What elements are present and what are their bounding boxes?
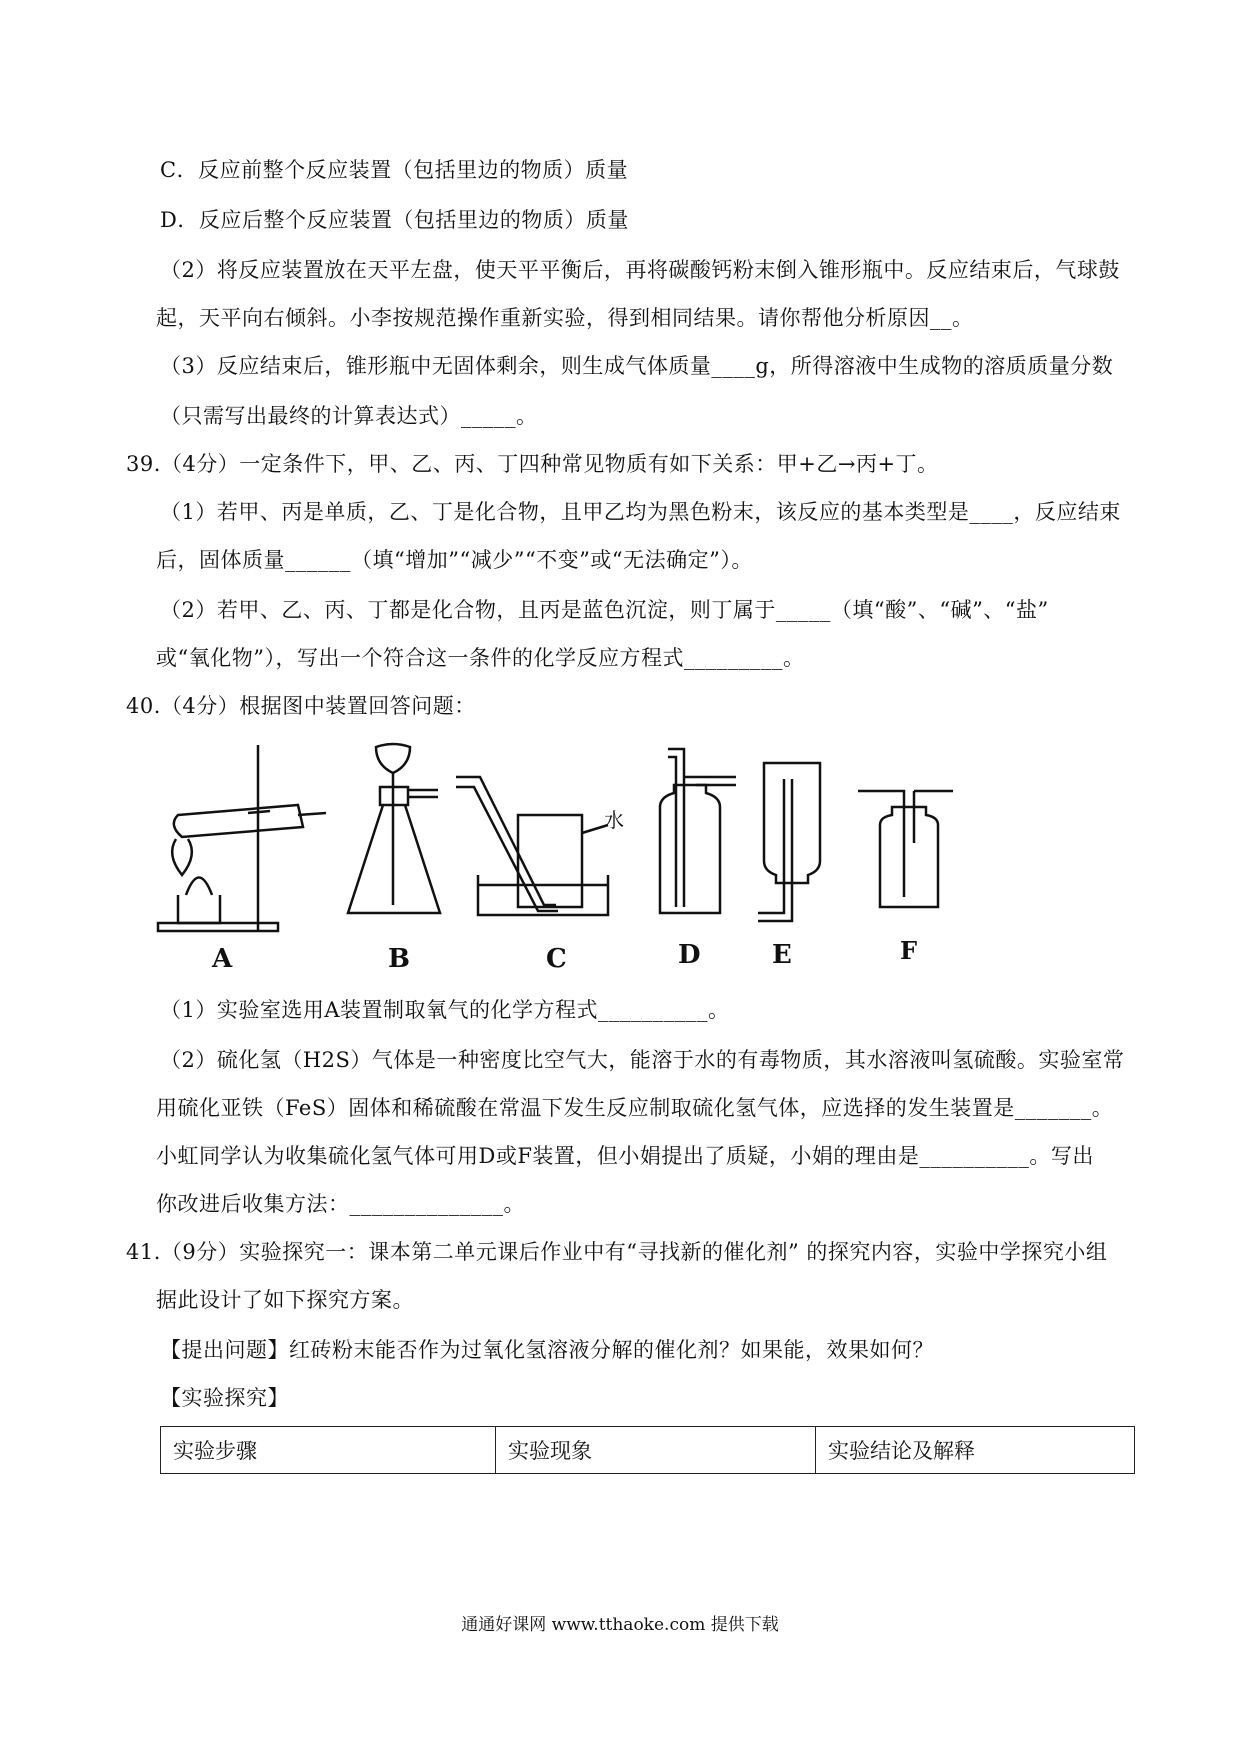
header-steps: 实验步骤 <box>161 1427 496 1474</box>
label-f: F <box>900 936 918 965</box>
q40-part2-line1: （2）硫化氢（H2S）气体是一种密度比空气大，能溶于水的有毒物质，其水溶液叫氢硫酸。实验室常 <box>160 1048 1125 1072</box>
q40-heading: 40.（4分）根据图中装置回答问题： <box>126 694 476 718</box>
header-phenomena: 实验现象 <box>496 1427 816 1474</box>
apparatus-f <box>858 791 953 907</box>
q39-part1-line1: （1）若甲、丙是单质，乙、丁是化合物，且甲乙均为黑色粉末，该反应的基本类型是____，反应结束 <box>160 500 1121 524</box>
q40-part2-line3: 小虹同学认为收集硫化氢气体可用D或F装置，但小娟提出了质疑，小娟的理由是__________。写出 <box>156 1144 1094 1168</box>
experiment-table <box>160 1426 1135 1474</box>
q41-explore-title: 【实验探究】 <box>160 1386 289 1410</box>
water-label: 水 <box>604 808 624 832</box>
label-a: A <box>212 944 233 974</box>
q41-heading-line1: 41.（9分）实验探究一：课本第二单元课后作业中有“寻找新的催化剂” 的探究内容，实验中学探究小组 <box>126 1240 1108 1264</box>
apparatus-c <box>456 777 608 915</box>
q38-option-c: C．反应前整个反应装置（包括里边的物质）质量 <box>160 158 629 182</box>
q39-part2-line2: 或“氧化物”），写出一个符合这一条件的化学反应方程式_________。 <box>156 646 805 670</box>
q38-option-d: D．反应后整个反应装置（包括里边的物质）质量 <box>160 208 629 232</box>
q39-part1-line2: 后，固体质量______（填“增加”“减少”“不变”或“无法确定”）。 <box>156 548 753 572</box>
apparatus-e <box>758 763 820 921</box>
q40-part1: （1）实验室选用A装置制取氧气的化学方程式__________。 <box>160 998 730 1022</box>
apparatus-figure <box>148 735 1008 975</box>
q38-part3-line2: （只需写出最终的计算表达式）_____。 <box>160 404 538 428</box>
q39-part2-line1: （2）若甲、乙、丙、丁都是化合物，且丙是蓝色沉淀，则丁属于_____（填“酸”、“碱”、“盐” <box>160 598 1049 622</box>
q40-part2-line2: 用硫化亚铁（FeS）固体和稀硫酸在常温下发生反应制取硫化氢气体，应选择的发生装置是_______。 <box>156 1096 1114 1120</box>
q39-heading: 39.（4分）一定条件下，甲、乙、丙、丁四种常见物质有如下关系：甲+乙→丙+丁。 <box>126 452 939 476</box>
header-conclusion: 实验结论及解释 <box>816 1427 1135 1474</box>
label-b: B <box>388 944 410 974</box>
q38-part2-line2: 起，天平向右倾斜。小李按规范操作重新实验，得到相同结果。请你帮他分析原因__。 <box>156 306 974 330</box>
q38-part3-line1: （3）反应结束后，锥形瓶中无固体剩余，则生成气体质量____g，所得溶液中生成物的溶质质量分数 <box>160 354 1114 378</box>
label-d: D <box>678 940 701 970</box>
apparatus-a <box>158 745 326 931</box>
page-footer: 通通好课网 www.tthaoke.com 提供下载 <box>461 1615 779 1635</box>
label-c: C <box>546 944 567 974</box>
apparatus-d <box>660 749 736 913</box>
table-header-row <box>161 1427 1135 1474</box>
q41-heading-line2: 据此设计了如下探究方案。 <box>156 1288 414 1312</box>
q40-part2-line4: 你改进后收集方法：______________。 <box>156 1192 525 1216</box>
q38-part2-line1: （2）将反应装置放在天平左盘，使天平平衡后，再将碳酸钙粉末倒入锥形瓶中。反应结束后，气球鼓 <box>160 258 1120 282</box>
label-e: E <box>772 940 792 970</box>
q41-question: 【提出问题】红砖粉末能否作为过氧化氢溶液分解的催化剂？如果能，效果如何？ <box>160 1338 934 1362</box>
apparatus-b <box>348 744 440 913</box>
